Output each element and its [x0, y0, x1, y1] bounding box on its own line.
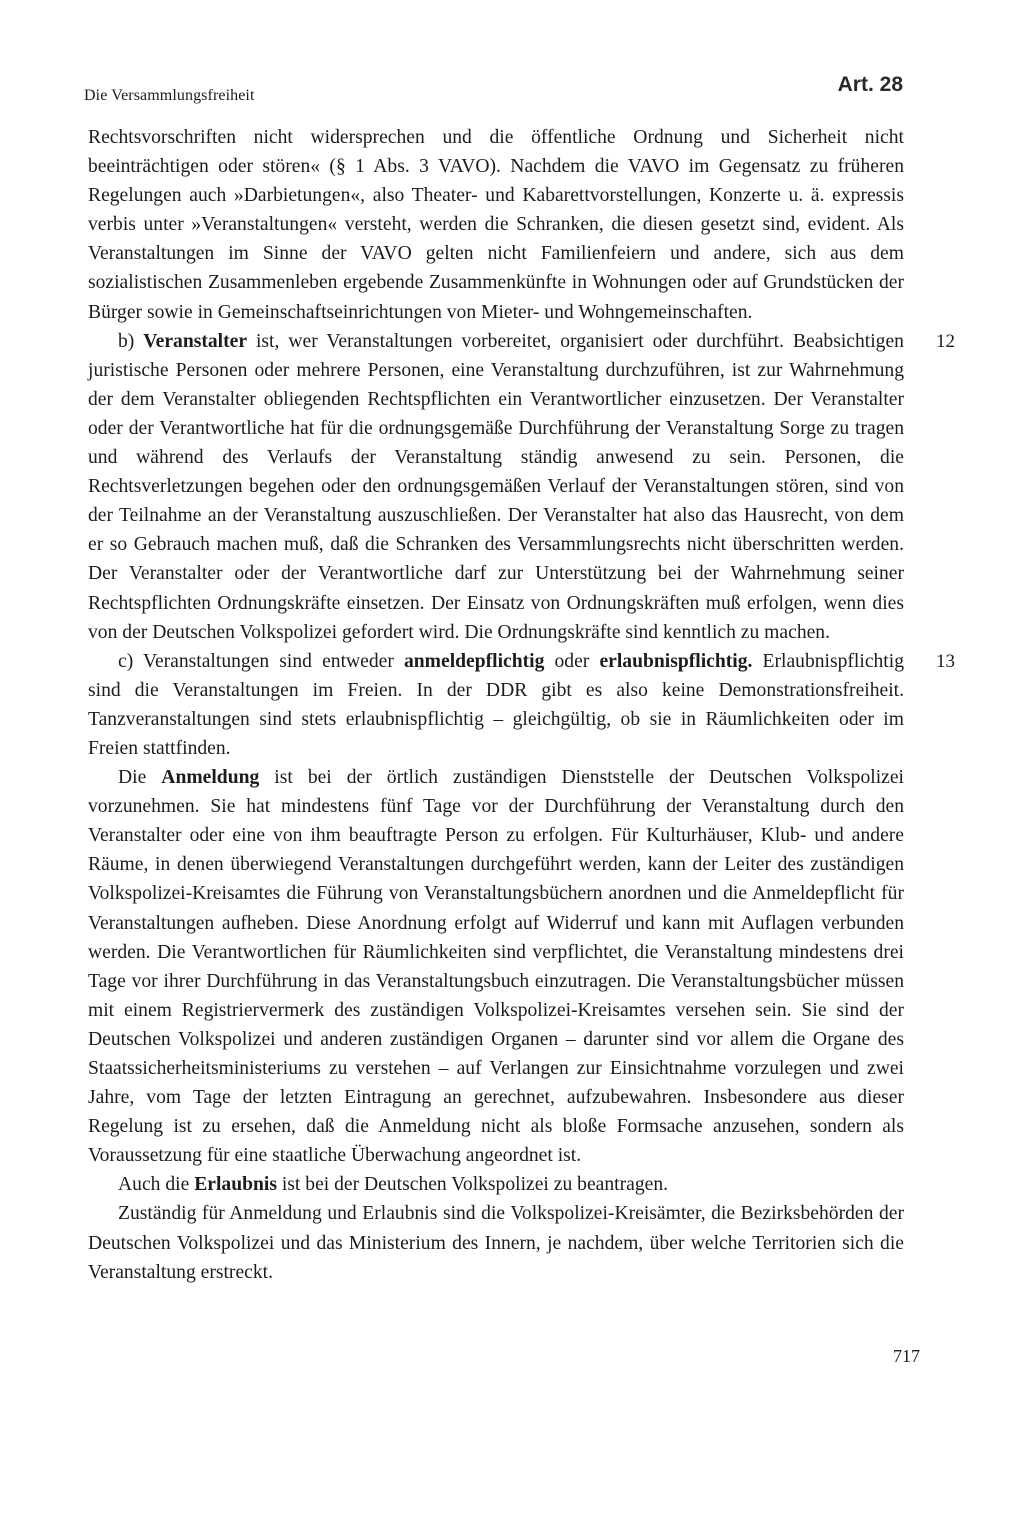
- text-run: ist bei der örtlich zuständigen Dienststelle der Deutschen Volkspolizei vorzunehmen. Sie hat mindestens fünf Tage vor der Durchführung der Veranstaltung durch den Veranstalter oder eine von ihm beauftragte Person zu erfolgen. Für Kulturhäuser, Klub- und andere Räume, in denen überwiegend Veranstaltungen durchgeführt werden, kann der Leiter des zuständigen Volkspolizei-Kreisamtes die Führung von Veranstaltungsbüchern anordnen und die Anmeldepflicht für Veranstaltungen aufheben. Diese Anordnung erfolgt auf Widerruf und kann mit Auflagen verbunden werden. Die Verantwortlichen für Räumlichkeiten sind verpflichtet, die Veranstaltung mindestens drei Tage vor ihrer Durchführung in das Veranstaltungsbuch einzutragen. Die Veranstaltungsbücher müssen mit einem Registriervermerk des zuständigen Volkspolizei-Kreisamtes versehen sein. Sie sind der Deutschen Volkspolizei und anderen zuständigen Organen – darunter sind vor allem die Organe des Staatssicherheitsministeriums zu verstehen – auf Verlangen zur Einsichtnahme vorzulegen und zwei Jahre, vom Tage der letzten Eintragung an gerechnet, aufzubewahren. Insbesondere aus dieser Regelung ist zu ersehen, daß die Anmeldung nicht als bloße Formsache anzusehen, sondern als Voraussetzung für eine staatliche Überwachung angeordnet ist.: [88, 767, 904, 1167]
- text-run: ist, wer Veranstaltungen vorbereitet, organisiert oder durchführt. Beabsichtigen juristische Personen oder mehrere Personen, eine Veranstaltung durchzuführen, ist zur Wahrnehmung der dem Veranstalter obliegenden Rechtspflichten ein Verantwortlicher einzusetzen. Der Veranstalter oder der Verantwortliche hat für die ordnungsgemäße Durchführung der Veranstaltung Sorge zu tragen und während des Verlaufs der Veranstaltung ständig anwesend zu sein. Personen, die Rechtsverletzungen begehen oder den ordnungsgemäßen Verlauf der Veranstaltungen stören, sind von der Teilnahme an der Veranstaltung auszuschließen. Der Veranstalter hat also das Hausrecht, von dem er so Gebrauch machen muß, daß die Schranken des Versammlungsrechts nicht überschritten werden. Der Veranstalter oder der Verantwortliche darf zur Unterstützung bei der Wahrnehmung seiner Rechtspflichten Ordnungskräfte einsetzen. Der Einsatz von Ordnungskräften muß erfolgen, wenn dies von der Deutschen Volkspolizei gefordert wird. Die Ordnungskräfte sind kenntlich zu machen.: [88, 330, 904, 643]
- text-run: oder: [544, 650, 600, 672]
- running-head: Die Versammlungsfreiheit: [84, 87, 255, 104]
- term-erlaubnis: Erlaubnis: [194, 1174, 277, 1196]
- text-run: Erlaubnispflichtig sind die Veranstaltungen im Freien. In der DDR gibt es also keine Demonstrationsfreiheit. Tanzveranstaltungen sind stets erlaubnispflichtig – gleichgültig, ob sie in Räumlichkeiten oder im Freien stattfinden.: [88, 650, 904, 759]
- body-text: [88, 123, 955, 1287]
- paragraph-continuation: [88, 123, 904, 327]
- paragraph-erlaubnis: [88, 1170, 904, 1199]
- text-run: ist bei der Deutschen Volkspolizei zu beantragen.: [276, 1174, 669, 1196]
- paragraph-pflicht: [88, 647, 955, 763]
- page-number: 717: [893, 1346, 920, 1366]
- term-anmeldepflichtig: anmeldepflichtig: [403, 650, 545, 672]
- margin-number: 12: [936, 330, 955, 352]
- term-anmeldung: Anmeldung: [161, 767, 260, 789]
- paragraph-zustaendigkeit: [88, 1199, 904, 1286]
- paragraph-anmeldung: [88, 763, 904, 1170]
- paragraph-veranstalter: [88, 327, 955, 647]
- text-run: Die: [118, 767, 162, 789]
- text-run: Rechtsvorschriften nicht widersprechen und die öffentliche Ordnung und Sicherheit nicht beeinträchtigen oder stören« (§ 1 Abs. 3 VAVO). Nachdem die VAVO im Gegensatz zu früheren Regelungen auch »Darbietungen«, also Theater- und Kabarettvorstellungen, Konzerte u. ä. expressis verbis unter »Veranstaltungen« versteht, werden die Schranken, die diesen gesetzt sind, evident. Als Veranstaltungen im Sinne der VAVO gelten nicht Familienfeiern und andere, sich aus dem sozialistischen Zusammenleben ergebende Zusammenkünfte in Wohnungen oder auf Grundstücken der Bürger sowie in Gemeinschaftseinrichtungen von Mieter- und Wohngemeinschaften.: [88, 127, 904, 323]
- text-run: b): [118, 330, 144, 352]
- term-veranstalter: Veranstalter: [143, 330, 248, 352]
- text-run: c) Veranstaltungen sind entweder: [118, 650, 404, 672]
- term-erlaubnispflichtig: erlaubnispflichtig.: [599, 650, 753, 672]
- text-run: Auch die: [118, 1174, 195, 1196]
- text-run: Zuständig für Anmeldung und Erlaubnis sind die Volkspolizei-Kreisämter, die Bezirksbehörden der Deutschen Volkspolizei und das Ministerium des Innern, je nachdem, über welche Territorien sich die Veranstaltung erstreckt.: [88, 1203, 904, 1283]
- article-number: Art. 28: [837, 73, 903, 96]
- margin-number: 13: [936, 650, 955, 672]
